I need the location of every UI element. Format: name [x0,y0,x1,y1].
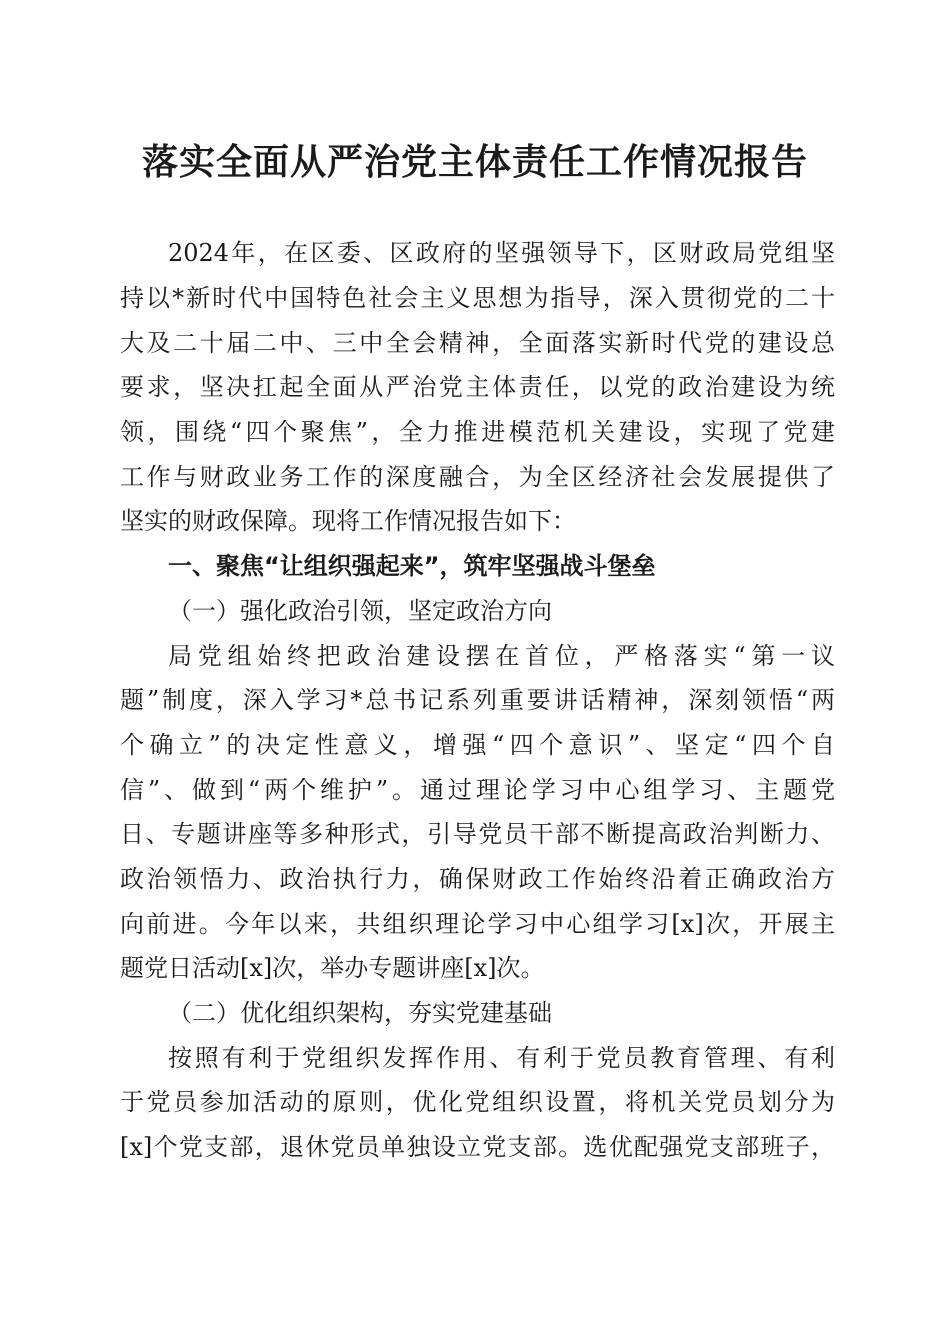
sub1-line-8: 题党日活动[x]次，举办专题讲座[x]次。 [120,954,545,982]
intro-line-4: 要求，坚决扛起全面从严治党主体责任，以党的政治建设为统 [120,373,835,401]
sub1-line-5: 日、专题讲座等多种形式，引导党员干部不断提高政治判断力、 [120,820,835,848]
section-heading-1: 一、聚焦“让组织强起来”，筑牢坚强战斗堡垒 [168,552,656,580]
sub1-line-4: 信”、做到“两个维护”。通过理论学习中心组学习、主题党 [120,776,835,804]
sub1-line-7: 向前进。今年以来，共组织理论学习中心组学习[x]次，开展主 [120,910,835,938]
intro-line-6: 工作与财政业务工作的深度融合，为全区经济社会发展提供了 [120,463,835,491]
sub1-line-2: 题”制度，深入学习*总书记系列重要讲话精神，深刻领悟“两 [120,686,835,714]
sub2-line-2: 于党员参加活动的原则，优化党组织设置，将机关党员划分为 [120,1088,835,1116]
intro-line-1: 2024年，在区委、区政府的坚强领导下，区财政局党组坚 [168,239,835,267]
sub2-line-1: 按照有利于党组织发挥作用、有利于党员教育管理、有利 [168,1044,835,1072]
intro-line-2: 持以*新时代中国特色社会主义思想为指导，深入贯彻党的二十 [120,284,835,312]
intro-line-5: 领，围绕“四个聚焦”，全力推进模范机关建设，实现了党建 [120,418,835,446]
sub1-line-6: 政治领悟力、政治执行力，确保财政工作始终沿着正确政治方 [120,865,835,893]
sub2-line-3: [x]个党支部，退休党员单独设立党支部。选优配强党支部班子， [120,1133,835,1161]
subsection-heading-1: （一）强化政治引领，坚定政治方向 [168,597,552,625]
intro-line-3: 大及二十届二中、三中全会精神，全面落实新时代党的建设总 [120,329,835,357]
sub1-line-3: 个确立”的决定性意义，增强“四个意识”、坚定“四个自 [120,731,835,759]
sub1-line-1: 局党组始终把政治建设摆在首位，严格落实“第一议 [168,642,835,670]
intro-line-7: 坚实的财政保障。现将工作情况报告如下： [120,507,576,535]
subsection-heading-2: （二）优化组织架构，夯实党建基础 [168,999,552,1027]
document-title: 落实全面从严治党主体责任工作情况报告 [141,141,808,183]
